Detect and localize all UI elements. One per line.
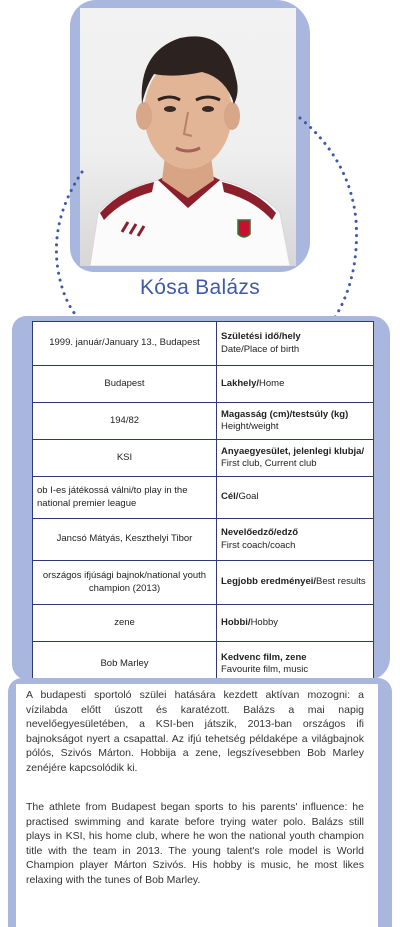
bio-hungarian: A budapesti sportoló szülei hatására kezdett aktívan mozogni: a vízilabda előtt úszott és karatézott. Balázs a mai napig nevelőegyesületében, a KSI-ben játszik, 2013-ban országos ifi bajnokságot nyert a csapattal. Az ifjú tehetség példaképe a világbajnok pólós, Szivós Márton. Hobbija a zene, legszívesebben Bob Marley zenéjére kapcsolódik ki. — [26, 689, 364, 774]
label-en: First coach/coach — [221, 539, 296, 551]
label-hu: Születési idő/hely — [221, 331, 301, 343]
label-hu: Hobbi/ — [221, 616, 251, 628]
row-value: ob I-es játékossá válni/to play in the national premier league — [33, 477, 217, 519]
table-row — [33, 519, 374, 561]
label-hu: Lakhely/ — [221, 377, 260, 389]
row-value: zene — [33, 605, 217, 642]
row-value: KSI — [33, 440, 217, 477]
bio-english: The athlete from Budapest began sports to his parents' influence: he practised swimming and karate before trying water polo. Balázs still plays in KSI, his home club, where he won the national youth champion title with the team in 2013. The young talent's role model is World Champion player Márton Szivós. His hobby is music, he most likes relaxing with the tunes of Bob Marley. — [26, 801, 364, 886]
label-en: Height/weight — [221, 421, 279, 432]
label-en: Date/Place of birth — [221, 343, 300, 355]
row-label — [217, 477, 374, 519]
row-label — [217, 519, 374, 561]
player-name: Kósa Balázs — [139, 276, 261, 299]
row-label — [217, 322, 374, 366]
player-photo — [80, 8, 296, 266]
label-en: Goal — [238, 491, 259, 503]
label-hu: Legjobb eredményei/ — [221, 576, 317, 588]
table-row — [33, 440, 374, 477]
row-value: országos ifjúsági bajnok/national youth champion (2013) — [33, 561, 217, 605]
label-hu: Nevelőedző/edző — [221, 527, 299, 539]
label-en: Best results — [316, 576, 366, 588]
row-label — [217, 403, 374, 440]
table-row — [33, 322, 374, 366]
label-hu: Cél/ — [221, 491, 239, 503]
profile-table — [32, 321, 374, 687]
label-hu: Kedvenc film, zene — [221, 651, 307, 663]
row-value: 194/82 — [33, 403, 217, 440]
table-row — [33, 605, 374, 642]
row-label — [217, 440, 374, 477]
label-en: Home — [259, 377, 285, 389]
label-hu: Anyaegyesület, jelenlegi klubja/ — [221, 445, 365, 457]
label-en: Favourite film, music — [221, 664, 309, 675]
table-row — [33, 366, 374, 403]
row-value: Bob Marley — [33, 642, 217, 687]
row-value: 1999. január/January 13., Budapest — [33, 322, 217, 366]
table-row — [33, 403, 374, 440]
row-label — [217, 561, 374, 605]
label-en: First club, Current club — [221, 458, 317, 469]
label-hu: Magasság (cm)/testsúly (kg) — [221, 408, 349, 420]
label-en: Hobby — [250, 616, 279, 628]
row-label — [217, 605, 374, 642]
row-value: Budapest — [33, 366, 217, 403]
table-row — [33, 477, 374, 519]
row-label — [217, 366, 374, 403]
table-row — [33, 561, 374, 605]
row-value: Jancsó Mátyás, Keszthelyi Tibor — [33, 519, 217, 561]
